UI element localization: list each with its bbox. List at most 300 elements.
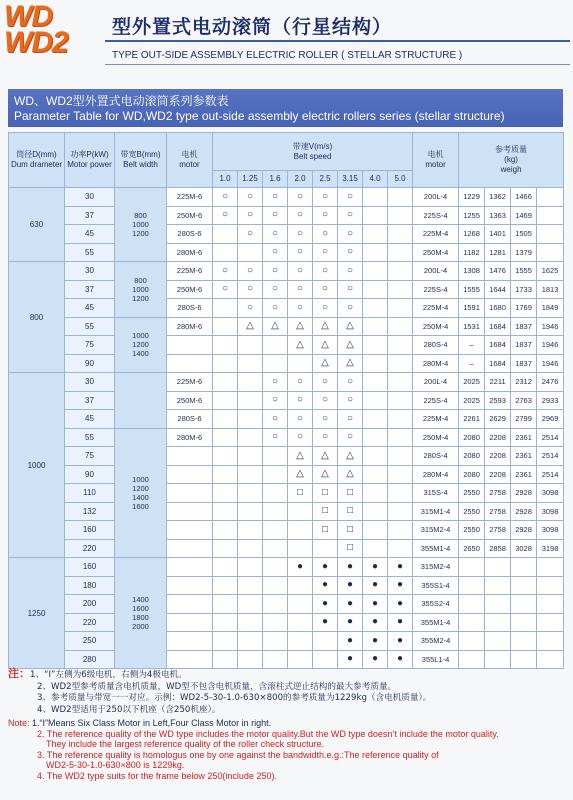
speed-symbol-cell: ○ [238, 280, 263, 299]
weight-cell: 2550 [459, 521, 485, 540]
weight-cell: 2514 [537, 447, 564, 466]
weight-cell [537, 576, 564, 595]
belt-width-value: 1000 [132, 220, 149, 229]
weight-cell: 3028 [511, 539, 537, 558]
speed-symbol-cell: ● [313, 576, 338, 595]
speed-symbol-cell [363, 225, 388, 244]
motor-6pole-cell [167, 595, 213, 614]
speed-symbol-cell [288, 650, 313, 669]
table-row [9, 262, 564, 281]
speed-symbol-cell: ● [338, 632, 363, 651]
weight-cell: 1837 [511, 336, 537, 355]
weight-cell [511, 632, 537, 651]
speed-symbol-cell: ○ [313, 391, 338, 410]
speed-symbol-cell: ○ [313, 280, 338, 299]
motor-6pole-cell [167, 521, 213, 540]
speed-symbol-cell [363, 188, 388, 207]
weight-cell: – [459, 336, 485, 355]
motor-power-cell: 37 [65, 391, 115, 410]
weight-cell: 2593 [485, 391, 511, 410]
motor-power-cell: 45 [65, 410, 115, 429]
speed-symbol-cell [213, 317, 238, 336]
header-drum-diameter: 筒径D(mm) Dum drameter [9, 133, 65, 188]
speed-symbol-cell [213, 428, 238, 447]
speed-symbol-cell: □ [313, 521, 338, 540]
speed-symbol-cell: □ [338, 484, 363, 503]
motor-6pole-cell [167, 539, 213, 558]
weight-cell: 1849 [537, 299, 564, 318]
header-motor-4pole: 电机 motor [413, 133, 459, 188]
speed-symbol-cell: ○ [338, 299, 363, 318]
speed-symbol-cell [388, 354, 413, 373]
motor-power-cell: 30 [65, 373, 115, 392]
belt-width-value: 1000 [132, 474, 149, 484]
weight-cell: 2025 [459, 373, 485, 392]
table-row [9, 484, 564, 503]
speed-symbol-cell: ○ [313, 410, 338, 429]
weight-cell [485, 595, 511, 614]
weight-cell: 1229 [459, 188, 485, 207]
table-row [9, 465, 564, 484]
speed-symbol-cell [263, 650, 288, 669]
weight-cell: 2650 [459, 539, 485, 558]
speed-symbol-cell: ○ [313, 225, 338, 244]
weight-cell: 2211 [485, 373, 511, 392]
note-en-2: 2. The reference quality of the WD type includes the motor quality.But the WD type doesn’t include the motor quality. [37, 728, 499, 739]
drum-diameter-cell: 630 [9, 188, 65, 262]
speed-symbol-cell: ○ [313, 188, 338, 207]
speed-symbol-cell [238, 502, 263, 521]
speed-symbol-cell [213, 558, 238, 577]
weight-cell [511, 558, 537, 577]
speed-symbol-cell [213, 465, 238, 484]
speed-header-cell: 1.25 [238, 171, 263, 188]
speed-symbol-cell: △ [313, 447, 338, 466]
motor-power-cell: 75 [65, 447, 115, 466]
weight-cell [537, 650, 564, 669]
weight-cell: 1684 [485, 317, 511, 336]
speed-symbol-cell: ○ [313, 299, 338, 318]
motor-power-cell: 30 [65, 262, 115, 281]
weight-cell: 1476 [485, 262, 511, 281]
speed-symbol-cell [213, 410, 238, 429]
motor-4pole-cell: 200L-4 [413, 373, 459, 392]
speed-header-cell: 2.0 [288, 171, 313, 188]
speed-symbol-cell: △ [338, 354, 363, 373]
weight-cell: 1182 [459, 243, 485, 262]
speed-symbol-cell [263, 502, 288, 521]
motor-power-cell: 250 [65, 632, 115, 651]
weight-cell: 2969 [537, 410, 564, 429]
speed-symbol-cell: ● [363, 595, 388, 614]
title-divider [105, 40, 570, 42]
weight-cell: 1469 [511, 206, 537, 225]
motor-4pole-cell: 280S-4 [413, 336, 459, 355]
motor-power-cell: 75 [65, 336, 115, 355]
banner-title-en: Parameter Table for WD,WD2 type out-side assembly electric rollers series (stellar structure) [14, 109, 505, 123]
speed-symbol-cell: ○ [313, 243, 338, 262]
speed-symbol-cell: △ [238, 317, 263, 336]
weight-cell: 2208 [485, 447, 511, 466]
speed-symbol-cell [363, 447, 388, 466]
speed-symbol-cell: ○ [263, 410, 288, 429]
speed-symbol-cell: ○ [213, 280, 238, 299]
weight-cell: 2763 [511, 391, 537, 410]
speed-symbol-cell [313, 539, 338, 558]
speed-symbol-cell [238, 558, 263, 577]
speed-symbol-cell: ● [313, 613, 338, 632]
motor-4pole-cell: 250M-4 [413, 428, 459, 447]
table-row [9, 336, 564, 355]
speed-symbol-cell [363, 539, 388, 558]
notes-section [8, 668, 566, 781]
motor-power-cell: 55 [65, 428, 115, 447]
weight-cell [537, 632, 564, 651]
speed-symbol-cell [213, 650, 238, 669]
speed-symbol-cell [213, 502, 238, 521]
speed-header-cell: 5.0 [388, 171, 413, 188]
weight-cell: 1255 [459, 206, 485, 225]
table-row [9, 521, 564, 540]
weight-cell: 2799 [511, 410, 537, 429]
speed-symbol-cell: □ [338, 502, 363, 521]
speed-symbol-cell [363, 299, 388, 318]
speed-symbol-cell: ○ [263, 243, 288, 262]
speed-symbol-cell: □ [338, 521, 363, 540]
speed-symbol-cell [213, 225, 238, 244]
weight-cell: 1555 [511, 262, 537, 281]
note-en-3: 3. The reference quality is homologus one by one against the bandwidth.e.g.:The reference quality of [37, 749, 439, 760]
belt-width-cell [115, 428, 167, 558]
motor-power-cell: 110 [65, 484, 115, 503]
motor-power-cell: 45 [65, 299, 115, 318]
speed-symbol-cell [288, 632, 313, 651]
speed-symbol-cell [213, 354, 238, 373]
weight-cell [537, 613, 564, 632]
motor-6pole-cell [167, 447, 213, 466]
motor-4pole-cell: 315M1-4 [413, 502, 459, 521]
speed-symbol-cell [388, 521, 413, 540]
speed-symbol-cell: ○ [288, 410, 313, 429]
weight-cell: 1813 [537, 280, 564, 299]
speed-symbol-cell: ○ [338, 262, 363, 281]
speed-symbol-cell: △ [338, 336, 363, 355]
speed-symbol-cell [213, 373, 238, 392]
weight-cell [459, 650, 485, 669]
header-motor-power: 功率P(kW) Motor power [65, 133, 115, 188]
speed-symbol-cell [263, 576, 288, 595]
speed-symbol-cell [238, 576, 263, 595]
speed-symbol-cell: △ [288, 447, 313, 466]
page-title: 型外置式电动滚筒（行星结构） [112, 16, 393, 38]
weight-cell: 2361 [511, 465, 537, 484]
table-row [9, 558, 564, 577]
weight-cell: 2312 [511, 373, 537, 392]
speed-symbol-cell: ● [388, 558, 413, 577]
motor-6pole-cell: 250M-6 [167, 206, 213, 225]
speed-symbol-cell: ○ [263, 373, 288, 392]
weight-cell: 1591 [459, 299, 485, 318]
weight-cell: 1946 [537, 336, 564, 355]
motor-6pole-cell [167, 558, 213, 577]
weight-cell: 2758 [485, 521, 511, 540]
motor-4pole-cell: 355M1-4 [413, 539, 459, 558]
weight-cell: 2025 [459, 391, 485, 410]
belt-width-value: 1000 [132, 284, 149, 294]
weight-cell: 2928 [511, 521, 537, 540]
motor-power-cell: 37 [65, 206, 115, 225]
speed-symbol-cell: ○ [338, 410, 363, 429]
speed-symbol-cell [213, 391, 238, 410]
speed-symbol-cell: ○ [313, 373, 338, 392]
speed-symbol-cell: ● [388, 613, 413, 632]
table-row [9, 576, 564, 595]
belt-width-value: 1200 [132, 293, 149, 303]
weight-cell: 1505 [511, 225, 537, 244]
speed-symbol-cell: ● [388, 576, 413, 595]
speed-symbol-cell [363, 502, 388, 521]
weight-cell: 3098 [537, 521, 564, 540]
weight-cell: 2080 [459, 447, 485, 466]
motor-6pole-cell: 280M-6 [167, 428, 213, 447]
speed-symbol-cell: △ [313, 465, 338, 484]
speed-symbol-cell [213, 299, 238, 318]
weight-cell [485, 558, 511, 577]
motor-4pole-cell: 355M2-4 [413, 632, 459, 651]
speed-symbol-cell [288, 613, 313, 632]
motor-power-cell: 200 [65, 595, 115, 614]
speed-symbol-cell: ○ [288, 188, 313, 207]
speed-symbol-cell: △ [313, 336, 338, 355]
speed-symbol-cell [363, 336, 388, 355]
belt-width-value: 1400 [132, 492, 149, 502]
speed-symbol-cell [263, 447, 288, 466]
speed-symbol-cell: ● [338, 558, 363, 577]
motor-4pole-cell: 280M-4 [413, 465, 459, 484]
speed-symbol-cell [288, 502, 313, 521]
motor-6pole-cell [167, 613, 213, 632]
logo-line2: WD2 [4, 26, 68, 59]
speed-symbol-cell [363, 280, 388, 299]
speed-symbol-cell [238, 613, 263, 632]
speed-symbol-cell: ● [288, 558, 313, 577]
speed-symbol-cell: ○ [263, 280, 288, 299]
speed-symbol-cell [388, 373, 413, 392]
speed-symbol-cell: □ [313, 484, 338, 503]
note-cn-3: 3、参考质量与带宽一一对应。示例：WD2-5-30-1.0-630×800的参考质量为1229kg（含电机质量）。 [37, 693, 432, 703]
speed-symbol-cell: ○ [288, 299, 313, 318]
speed-symbol-cell [388, 280, 413, 299]
belt-width-cell [115, 188, 167, 262]
motor-power-cell: 55 [65, 243, 115, 262]
speed-symbol-cell: ● [388, 595, 413, 614]
speed-symbol-cell [213, 595, 238, 614]
speed-symbol-cell [388, 188, 413, 207]
speed-symbol-cell [263, 632, 288, 651]
motor-6pole-cell: 280S-6 [167, 225, 213, 244]
speed-symbol-cell [388, 539, 413, 558]
speed-header-cell: 1.0 [213, 171, 238, 188]
weight-cell: 1837 [511, 354, 537, 373]
speed-symbol-cell [263, 354, 288, 373]
speed-symbol-cell [238, 521, 263, 540]
speed-symbol-cell: ○ [263, 225, 288, 244]
drum-diameter-cell: 1250 [9, 558, 65, 669]
table-row [9, 595, 564, 614]
motor-6pole-cell [167, 354, 213, 373]
speed-symbol-cell: ○ [338, 391, 363, 410]
note-cn-2: 2、WD2型参考质量含电机质量，WD型不包含电机质量，含滚柱式逆止结构的最大参考质量。 [37, 681, 397, 692]
motor-power-cell: 90 [65, 354, 115, 373]
speed-header-cell: 2.5 [313, 171, 338, 188]
motor-4pole-cell: 225S-4 [413, 391, 459, 410]
weight-cell: 2758 [485, 484, 511, 503]
table-row [9, 391, 564, 410]
weight-cell: 1555 [459, 280, 485, 299]
header-motor: 电机 motor [167, 133, 213, 188]
weight-cell: 1946 [537, 354, 564, 373]
table-row [9, 447, 564, 466]
speed-symbol-cell: ○ [263, 299, 288, 318]
speed-symbol-cell: ○ [213, 188, 238, 207]
speed-symbol-cell: ● [313, 595, 338, 614]
motor-4pole-cell: 250M-4 [413, 317, 459, 336]
belt-width-value: 1000 [132, 331, 149, 341]
speed-symbol-cell: ○ [338, 225, 363, 244]
speed-symbol-cell [263, 613, 288, 632]
speed-symbol-cell [238, 484, 263, 503]
speed-symbol-cell [388, 317, 413, 336]
speed-symbol-cell: ○ [238, 188, 263, 207]
weight-cell [485, 576, 511, 595]
belt-width-value: 1400 [132, 349, 149, 359]
speed-symbol-cell [238, 428, 263, 447]
motor-6pole-cell: 250M-6 [167, 391, 213, 410]
banner-title-cn: WD、WD2型外置式电动滚筒系列参数表 [14, 94, 229, 108]
speed-symbol-cell: ○ [288, 243, 313, 262]
speed-symbol-cell: ● [338, 576, 363, 595]
belt-width-value: 800 [134, 275, 147, 285]
motor-power-cell: 160 [65, 521, 115, 540]
weight-cell: 1379 [511, 243, 537, 262]
speed-symbol-cell: △ [313, 317, 338, 336]
speed-symbol-cell: ○ [213, 206, 238, 225]
speed-symbol-cell: ● [313, 558, 338, 577]
speed-symbol-cell: ○ [288, 262, 313, 281]
table-row [9, 299, 564, 318]
motor-4pole-cell: 200L-4 [413, 188, 459, 207]
belt-width-value: 800 [134, 211, 147, 220]
speed-symbol-cell [263, 484, 288, 503]
speed-symbol-cell [313, 632, 338, 651]
speed-symbol-cell: ○ [313, 206, 338, 225]
drum-diameter-cell: 800 [9, 262, 65, 373]
speed-symbol-cell: ○ [263, 428, 288, 447]
belt-width-cell [115, 558, 167, 669]
weight-cell [537, 206, 564, 225]
motor-power-cell: 132 [65, 502, 115, 521]
note-en-4: 4. The WD2 type suits for the frame below 250(include 250). [37, 770, 277, 781]
note-en-2b: They include the largest reference quality of the roller check structure. [46, 739, 325, 749]
speed-symbol-cell: ○ [238, 206, 263, 225]
motor-6pole-cell [167, 484, 213, 503]
speed-symbol-cell [388, 243, 413, 262]
belt-width-value: 1600 [132, 604, 149, 613]
weight-cell: – [459, 354, 485, 373]
weight-cell [511, 595, 537, 614]
belt-width-value: 1200 [132, 483, 149, 493]
weight-cell: 3098 [537, 502, 564, 521]
table-row [9, 317, 564, 336]
speed-symbol-cell [238, 447, 263, 466]
speed-symbol-cell [238, 410, 263, 429]
weight-cell [537, 225, 564, 244]
weight-cell: 2928 [511, 484, 537, 503]
table-row [9, 613, 564, 632]
note-en-1: Note: 1.“I”Means Six Class Motor in Left,Four Class Motor in right. [8, 718, 272, 728]
weight-cell [485, 632, 511, 651]
table-banner [8, 89, 563, 127]
note-cn-4: 4、WD2型适用于250以下机座（含250机座）。 [37, 704, 221, 715]
belt-width-value: 2000 [132, 622, 149, 631]
speed-symbol-cell [313, 650, 338, 669]
speed-symbol-cell: △ [338, 465, 363, 484]
weight-cell [537, 188, 564, 207]
speed-symbol-cell: △ [338, 317, 363, 336]
weight-cell: 2361 [511, 447, 537, 466]
weight-cell: 1684 [485, 336, 511, 355]
speed-symbol-cell [263, 558, 288, 577]
speed-symbol-cell [213, 336, 238, 355]
header-reference-weight: 参考质量 (kg) weigh [459, 133, 564, 188]
weight-cell: 1837 [511, 317, 537, 336]
weight-cell: 2080 [459, 465, 485, 484]
motor-4pole-cell: 225M-4 [413, 410, 459, 429]
weight-cell [537, 243, 564, 262]
speed-symbol-cell [363, 465, 388, 484]
weight-cell: 2858 [485, 539, 511, 558]
weight-cell: 2208 [485, 428, 511, 447]
speed-symbol-cell: ● [363, 558, 388, 577]
motor-power-cell: 55 [65, 317, 115, 336]
speed-header-cell: 1.6 [263, 171, 288, 188]
speed-symbol-cell: △ [288, 465, 313, 484]
speed-symbol-cell [363, 373, 388, 392]
speed-symbol-cell [238, 539, 263, 558]
speed-symbol-cell: ○ [313, 262, 338, 281]
speed-symbol-cell [263, 595, 288, 614]
speed-symbol-cell [363, 410, 388, 429]
speed-symbol-cell: ○ [238, 299, 263, 318]
note-en-3b: WD2-5-30-1.0-630×800 is 1229kg. [46, 760, 185, 770]
speed-symbol-cell: ○ [288, 225, 313, 244]
motor-6pole-cell: 280M-6 [167, 317, 213, 336]
speed-symbol-cell [388, 410, 413, 429]
weight-cell: 1363 [485, 206, 511, 225]
speed-symbol-cell [388, 502, 413, 521]
speed-symbol-cell: ○ [288, 206, 313, 225]
speed-symbol-cell [363, 243, 388, 262]
speed-symbol-cell [388, 336, 413, 355]
motor-6pole-cell: 225M-6 [167, 188, 213, 207]
motor-power-cell: 30 [65, 188, 115, 207]
weight-cell: 1362 [485, 188, 511, 207]
weight-cell: 3098 [537, 484, 564, 503]
motor-4pole-cell: 355S1-4 [413, 576, 459, 595]
table-row [9, 539, 564, 558]
speed-symbol-cell [263, 336, 288, 355]
belt-width-cell [115, 317, 167, 373]
